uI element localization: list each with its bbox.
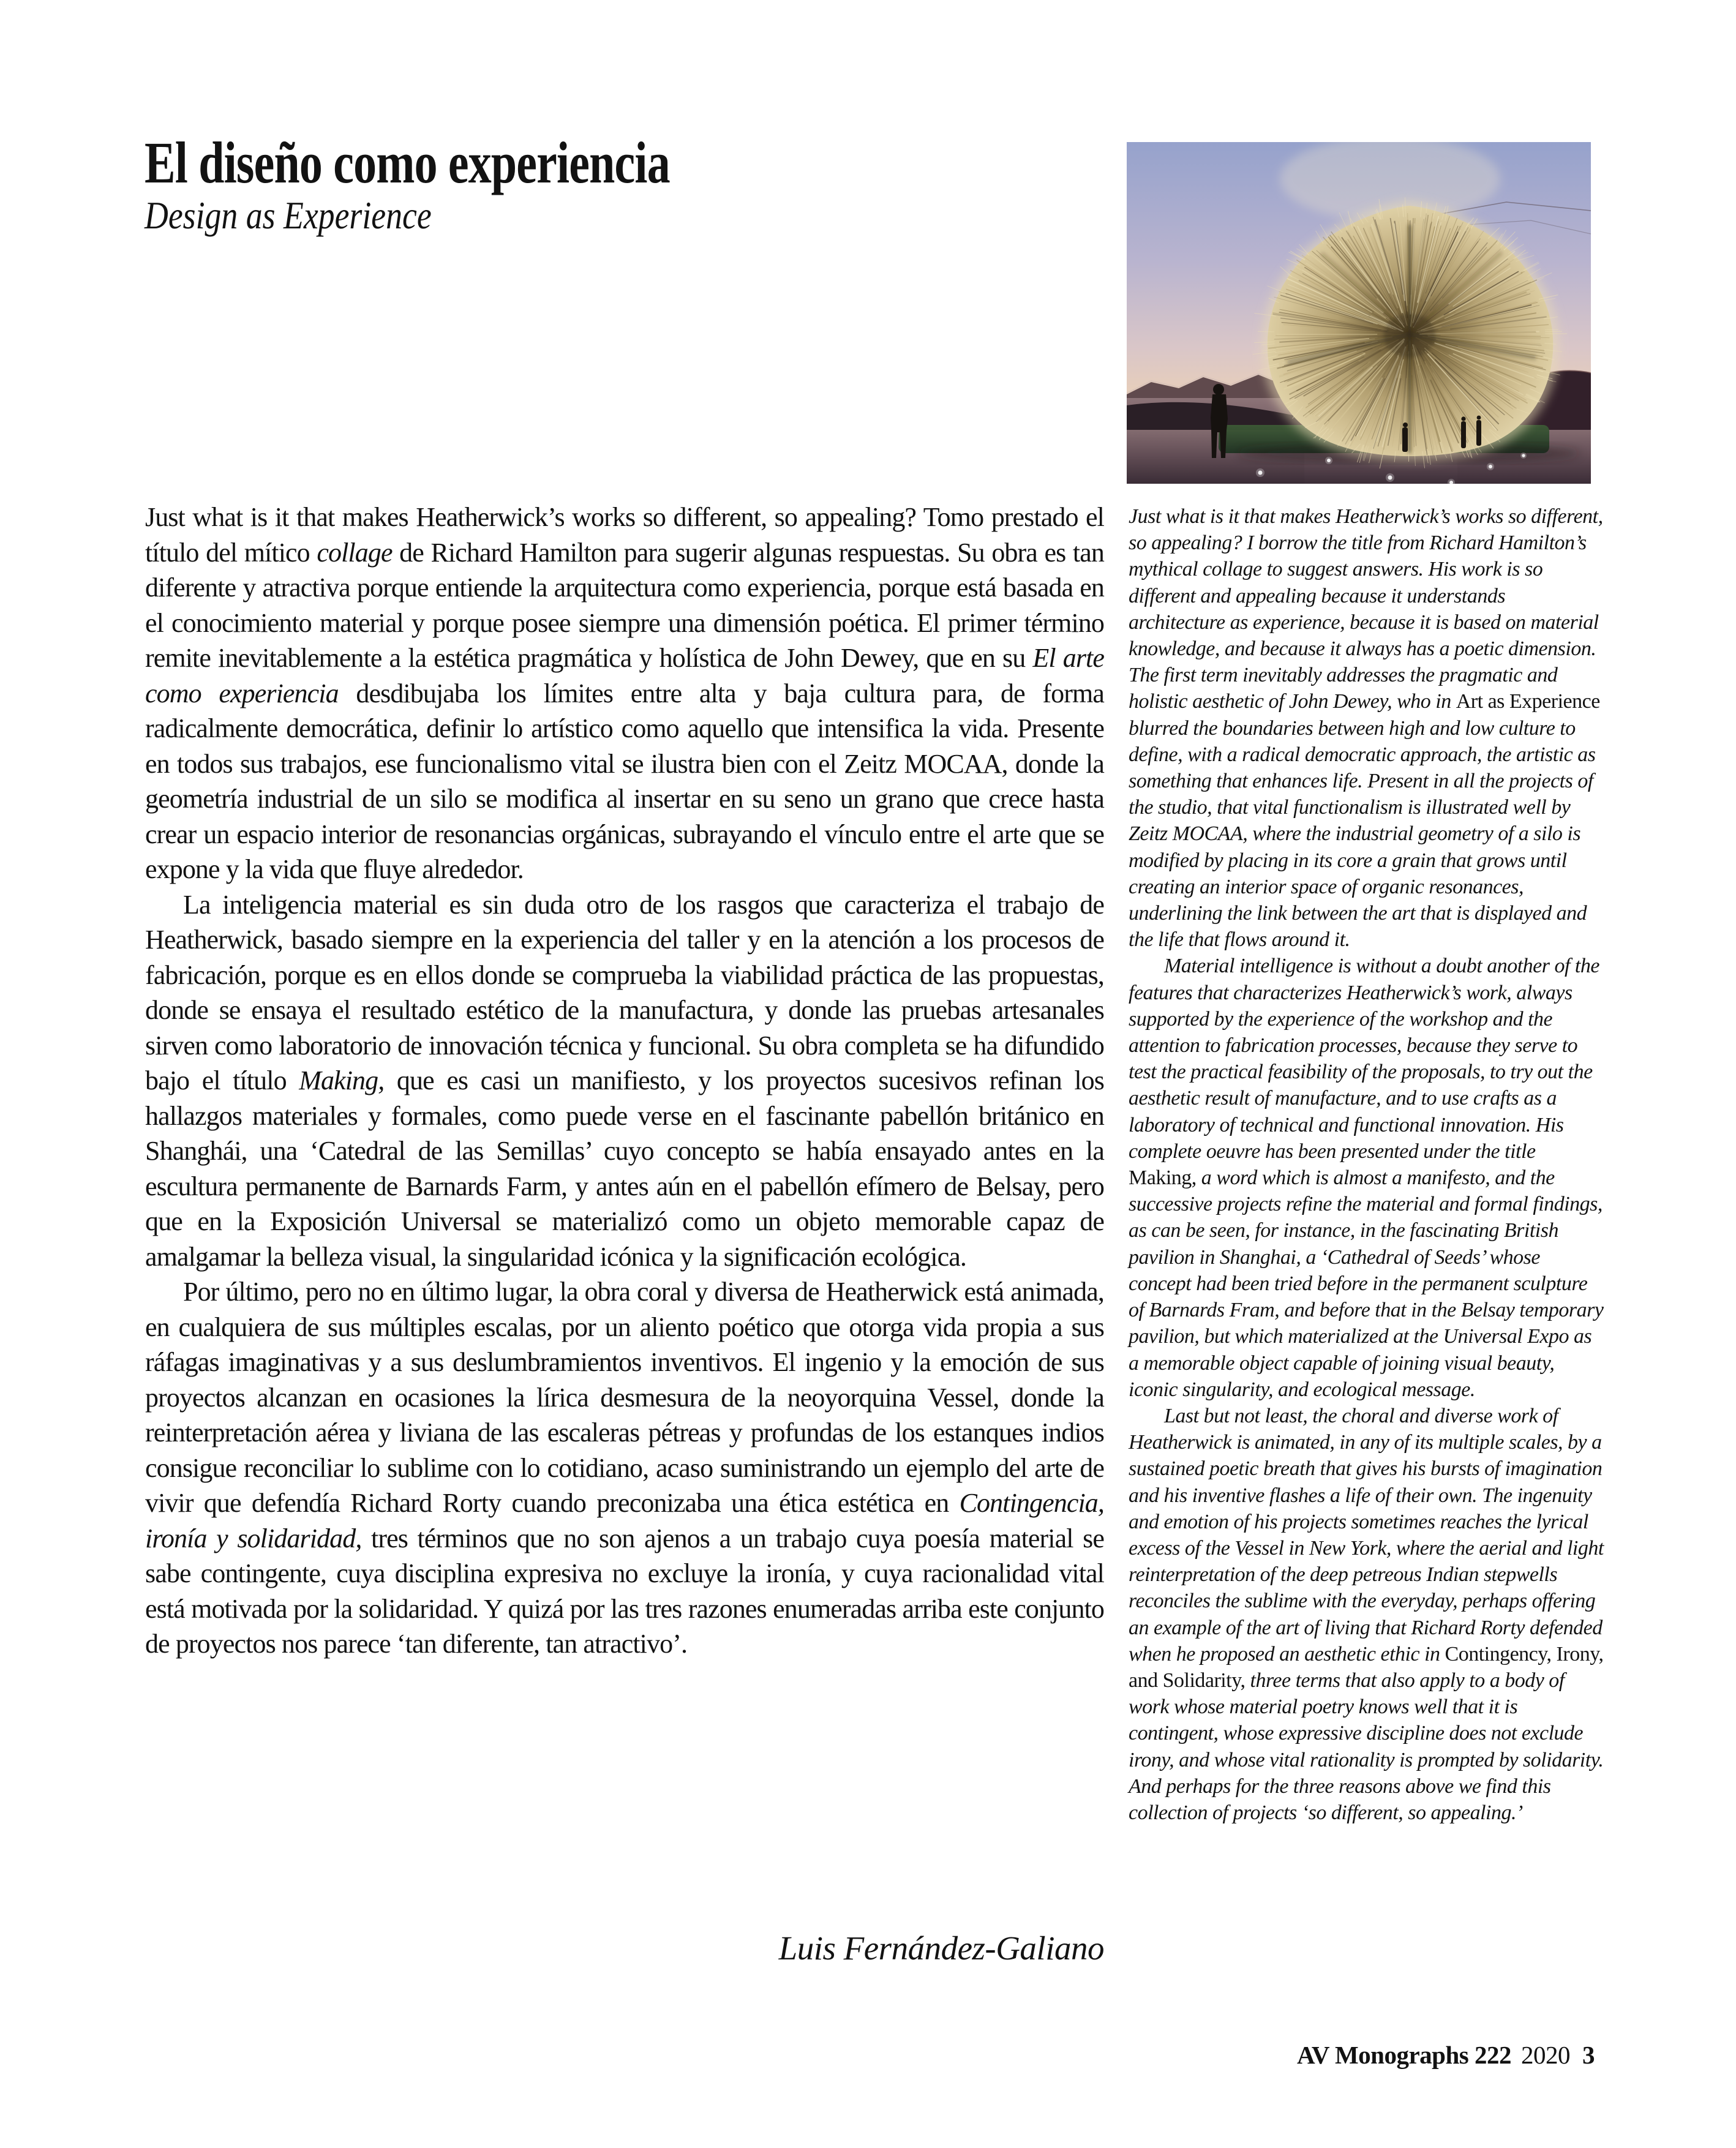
english-column-paragraph-1 xyxy=(1129,503,1605,953)
english-column xyxy=(1129,503,1605,1826)
text-run: Last but not least, the choral and diverse work of Heatherwick is animated, in any of its multiple scales, by a sustained poetic breath that gives his bursts of imagination and his inventive flashes a life of their own. The ingenuity and emotion of his projects sometimes reaches the lyrical excess of the Vessel in New York, where the aerial and light reinterpretation of the deep petreous Indian stepwells reconciles the sublime with the everyday, perhaps offering an example of the art of living that Richard Rorty defended when he proposed an aesthetic ethic in xyxy=(1129,1404,1604,1665)
seed-cathedral-illustration xyxy=(1127,142,1591,484)
footer-publication: AV Monographs 222 xyxy=(1297,2041,1511,2069)
text-run: Contingency, Irony, and Solidarity, xyxy=(1129,1642,1604,1692)
text-run: Just what is it that makes Heatherwick’s works so different, so appealing? Tomo prestado el título del mítico xyxy=(145,502,1104,568)
text-run: Material intelligence is without a doubt another of the features that characterizes Heatherwick’s work, always supported by the experience of the workshop and the attention to fabrication processes, because they serve to test the practical feasibility of the proposals, to try out the aesthetic result of manufacture, and to use crafts as a laboratory of technical and functional innovation. His complete oeuvre has been presented under the title xyxy=(1129,955,1599,1163)
text-run: tres términos que no son ajenos a un trabajo cuya poesía material se sabe contingente, cuya disciplina expresiva no excluye la ironía, y cuya racionalidad vital está motivada por la solidaridad. Y quizá por las tres razones enumeradas arriba este conjunto de proyectos nos parece ‘tan diferente, tan atractivo’. xyxy=(145,1523,1104,1659)
spanish-column-paragraph-1 xyxy=(145,500,1104,887)
text-run: El arte como experiencia xyxy=(145,643,1104,708)
text-run: collage xyxy=(317,537,393,568)
spanish-column-paragraph-2 xyxy=(145,887,1104,1275)
spanish-column xyxy=(145,500,1104,1662)
text-run: que es casi un manifiesto, y los proyectos sucesivos refinan los hallazgos materiales y formales, como puede verse en el fascinante pabellón británico en Shanghái, una ‘Catedral de las Semillas’ cuyo concepto se había ensayado antes en la escultura permanente de Barnards Farm, y antes aún en el pabellón efímero de Belsay, pero que en la Exposición Universal se materializó como un objeto memorable capaz de amalgamar la belleza visual, la singularidad icónica y la significación ecológica. xyxy=(145,1065,1104,1272)
footer-page-number: 3 xyxy=(1582,2041,1595,2069)
text-run: three terms that also apply to a body of work whose material poetry knows well that it is contingent, whose expressive discipline does not exclude irony, and whose vital rationality is prompted by solidarity. And perhaps for the three reasons above we find this collection of projects ‘so different, so appealing.’ xyxy=(1129,1669,1604,1824)
seed-cathedral-photo xyxy=(1127,142,1591,484)
text-run: desdibujaba los límites entre alta y baja cultura para, de forma radicalmente democrática, definir lo artístico como aquello que intensifica la vida. Presente en todos sus trabajos, ese funcionalismo vital se ilustra bien con el Zeitz MOCAA, donde la geometría industrial de un silo se modifica al insertar en su seno un grano que crece hasta crear un espacio interior de resonancias orgánicas, subrayando el vínculo entre el arte que se expone y la vida que fluye alrededor. xyxy=(145,678,1104,884)
text-run: a word which is almost a manifesto, and the successive projects refine the material and formal findings, as can be seen, for instance, in the fascinating British pavilion in Shanghai, a ‘Cathedral of Seeds’ whose concept had been tried before in the permanent sculpture of Barnards Fram, and before that in the Belsay temporary pavilion, but which materialized at the Universal Expo as a memorable object capable of joining visual beauty, iconic singularity, and ecological message. xyxy=(1129,1166,1604,1401)
english-column-paragraph-2 xyxy=(1129,953,1605,1402)
page-title: El diseño como experiencia xyxy=(145,130,670,195)
spanish-column-paragraph-3 xyxy=(145,1274,1104,1662)
footer-year: 2020 xyxy=(1521,2041,1570,2069)
author-signature: Luis Fernández-Galiano xyxy=(778,1929,1104,1967)
text-run: Making, xyxy=(1129,1166,1197,1190)
english-column-paragraph-3 xyxy=(1129,1403,1605,1826)
page-footer xyxy=(1297,2040,1595,2070)
text-run: Making, xyxy=(299,1065,385,1095)
page-subtitle: Design as Experience xyxy=(145,193,432,237)
text-run: Just what is it that makes Heatherwick’s works so different, so appealing? I borrow the title from Richard Hamilton’s mythical collage to suggest answers. His work is so different and appealing because it understands architecture as experience, because it is based on material knowledge, and because it always has a poetic dimension. The first term inevitably addresses the pragmatic and holistic aesthetic of John Dewey, who in xyxy=(1129,505,1603,713)
text-run: La inteligencia material es sin duda otro de los rasgos que caracteriza el trabajo de Heatherwick, basado siempre en la experiencia del taller y en la atención a los procesos de fabricación, porque es en ellos donde se comprueba la viabilidad práctica de las propuestas, donde se ensaya el resultado estético de la manufactura, y donde las pruebas artesanales sirven como laboratorio de innovación técnica y funcional. Su obra completa se ha difundido bajo el título xyxy=(145,889,1104,1095)
text-run: Contingencia, ironía y solidaridad, xyxy=(145,1488,1104,1553)
text-run: Art as Experience xyxy=(1456,690,1600,713)
text-run: blurred the boundaries between high and low culture to define, with a radical democratic approach, the artistic as something that enhances life. Present in all the projects of the studio, that vital functionalism is illustrated well by Zeitz MOCAA, where the industrial geometry of a silo is modified by placing in its core a grain that grows until creating an interior space of organic resonances, underlining the link between the art that is displayed and the life that flows around it. xyxy=(1129,716,1596,952)
text-run: de Richard Hamilton para sugerir algunas respuestas. Su obra es tan diferente y atractiva porque entiende la arquitectura como experiencia, porque está basada en el conocimiento material y porque posee siempre una dimensión poética. El primer término remite inevitablemente a la estética pragmática y holística de John Dewey, que en su xyxy=(145,537,1104,673)
text-run: Por último, pero no en último lugar, la obra coral y diversa de Heatherwick está animada, en cualquiera de sus múltiples escalas, por un aliento poético que otorga vida propia a sus ráfagas imaginativas y a sus deslumbramientos inventivos. El ingenio y la emoción de sus proyectos alcanzan en ocasiones la lírica desmesura de la neoyorquina Vessel, donde la reinterpretación aérea y liviana de las escaleras pétreas y profundas de los estanques indios consigue reconciliar lo sublime con lo cotidiano, acaso suministrando un ejemplo del arte de vivir que defendía Richard Rorty cuando preconizaba una ética estética en xyxy=(145,1277,1104,1518)
